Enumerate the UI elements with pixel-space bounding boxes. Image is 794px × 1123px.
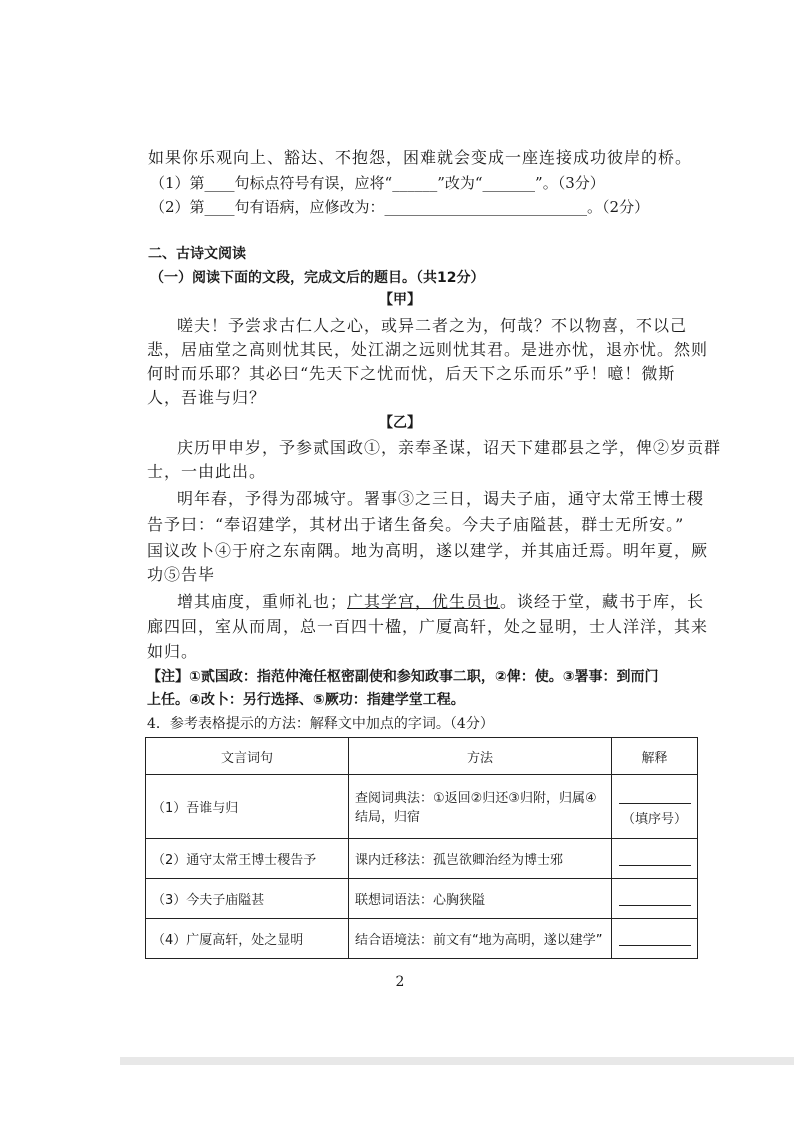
passage-yi-fragment: 增其庙度，重师礼也； bbox=[177, 592, 348, 611]
table-cell-answer[interactable] bbox=[612, 918, 698, 958]
intro-sentence: 如果你乐观向上、豁达、不抱怨，困难就会变成一座连接成功彼岸的桥。 bbox=[148, 148, 693, 167]
answer-blank[interactable] bbox=[619, 931, 691, 946]
passage-yi-line bbox=[177, 592, 704, 612]
question-1: （1）第____句标点符号有误，应将“______”改为“_______”。（3分） bbox=[150, 174, 605, 192]
table-cell-phrase: （2）通守太常王博士稷告予 bbox=[146, 838, 349, 878]
passage-yi-line: 庆历甲申岁，予参贰国政①，亲奉圣谋，诏天下建郡县之学，俾②岁贡群 bbox=[177, 438, 722, 457]
answer-blank[interactable] bbox=[619, 851, 691, 866]
scan-footer-bar bbox=[120, 1057, 794, 1065]
passage-yi-line: 国议改卜④于府之东南隅。地为高明，遂以建学，并其庙迁焉。明年夏，厥 bbox=[147, 541, 709, 560]
answer-blank[interactable] bbox=[619, 789, 691, 804]
passage-jia-line: 何时而乐耶？其必曰“先天下之忧而忧，后天下之乐而乐”乎！噫！微斯 bbox=[147, 364, 676, 383]
passage-yi-underlined: 广其学宫，优生员也 bbox=[347, 592, 501, 611]
table-header: 解释 bbox=[612, 738, 698, 775]
table-cell-answer[interactable] bbox=[612, 878, 698, 918]
table-header: 文言词句 bbox=[146, 738, 349, 775]
table-cell-method: 结合语境法：前文有“地为高明，遂以建学” bbox=[349, 918, 612, 958]
passage-jia-line: 人，吾谁与归？ bbox=[147, 388, 267, 407]
passage-yi-line: 功⑤告毕 bbox=[147, 565, 216, 584]
table-cell-phrase: （1）吾谁与归 bbox=[146, 775, 349, 839]
table-row bbox=[146, 775, 698, 839]
table-row bbox=[146, 838, 698, 878]
table-header: 方法 bbox=[349, 738, 612, 775]
table-cell-method: 联想词语法：心胸狭隘 bbox=[349, 878, 612, 918]
answer-table bbox=[145, 737, 698, 959]
passage-jia-line: 悲，居庙堂之高则忧其民，处江湖之远则忧其君。是进亦忧，退亦忧。然则 bbox=[147, 340, 709, 359]
table-header-row bbox=[146, 738, 698, 775]
passage-yi-line: 告予曰：“奉诏建学，其材出于诸生备矣。今夫子庙隘甚，群士无所安。” bbox=[147, 515, 685, 534]
passage-yi-line: 如归。 bbox=[147, 642, 199, 661]
answer-blank[interactable] bbox=[619, 891, 691, 906]
question-4-prompt: 4．参考表格提示的方法：解释文中加点的字词。（4分） bbox=[147, 716, 494, 732]
table-cell-phrase: （4）广厦高轩，处之显明 bbox=[146, 918, 349, 958]
page-number: 2 bbox=[395, 974, 405, 990]
passage-yi-fragment: 。谈经于堂，藏书于库，长 bbox=[500, 592, 705, 611]
table-cell-answer[interactable] bbox=[612, 838, 698, 878]
section-sub-heading: （一）阅读下面的文段，完成文后的题目。（共12分） bbox=[150, 270, 485, 286]
passage-yi-line: 明年春，予得为邵城守。署事③之三日，谒夫子庙，通守太常王博士稷 bbox=[177, 489, 705, 508]
notes-line: 上任。④改卜：另行选择、⑤厥功：指建学堂工程。 bbox=[147, 692, 465, 708]
answer-note: （填序号） bbox=[621, 812, 687, 828]
table-row bbox=[146, 918, 698, 958]
table-cell-answer[interactable] bbox=[612, 775, 698, 839]
question-2: （2）第____句有语病，应修改为：___________________________。（2分） bbox=[150, 198, 650, 216]
passage-yi-line: 士，一由此出。 bbox=[147, 462, 267, 481]
passage-jia-line: 嗟夫！予尝求古仁人之心，或异二者之为，何哉？不以物喜，不以己 bbox=[177, 316, 688, 335]
table-row bbox=[146, 878, 698, 918]
table-cell-method: 查阅词典法：①返回②归还③归附，归属④结局，归宿 bbox=[349, 775, 612, 839]
table-cell-method: 课内迁移法：孤岂欲卿治经为博士邪 bbox=[349, 838, 612, 878]
notes-line: 【注】①贰国政：指范仲淹任枢密副使和参知政事二职，②俾：使。③署事：到而门 bbox=[147, 669, 659, 685]
passage-yi-label: 【乙】 bbox=[379, 415, 421, 431]
table-cell-phrase: （3）今夫子庙隘甚 bbox=[146, 878, 349, 918]
passage-jia-label: 【甲】 bbox=[379, 292, 421, 308]
section-heading: 二、古诗文阅读 bbox=[148, 246, 246, 262]
passage-yi-line: 廊四回，室从而周，总一百四十楹，广厦高轩，处之显明，士人洋洋，其来 bbox=[147, 617, 709, 636]
